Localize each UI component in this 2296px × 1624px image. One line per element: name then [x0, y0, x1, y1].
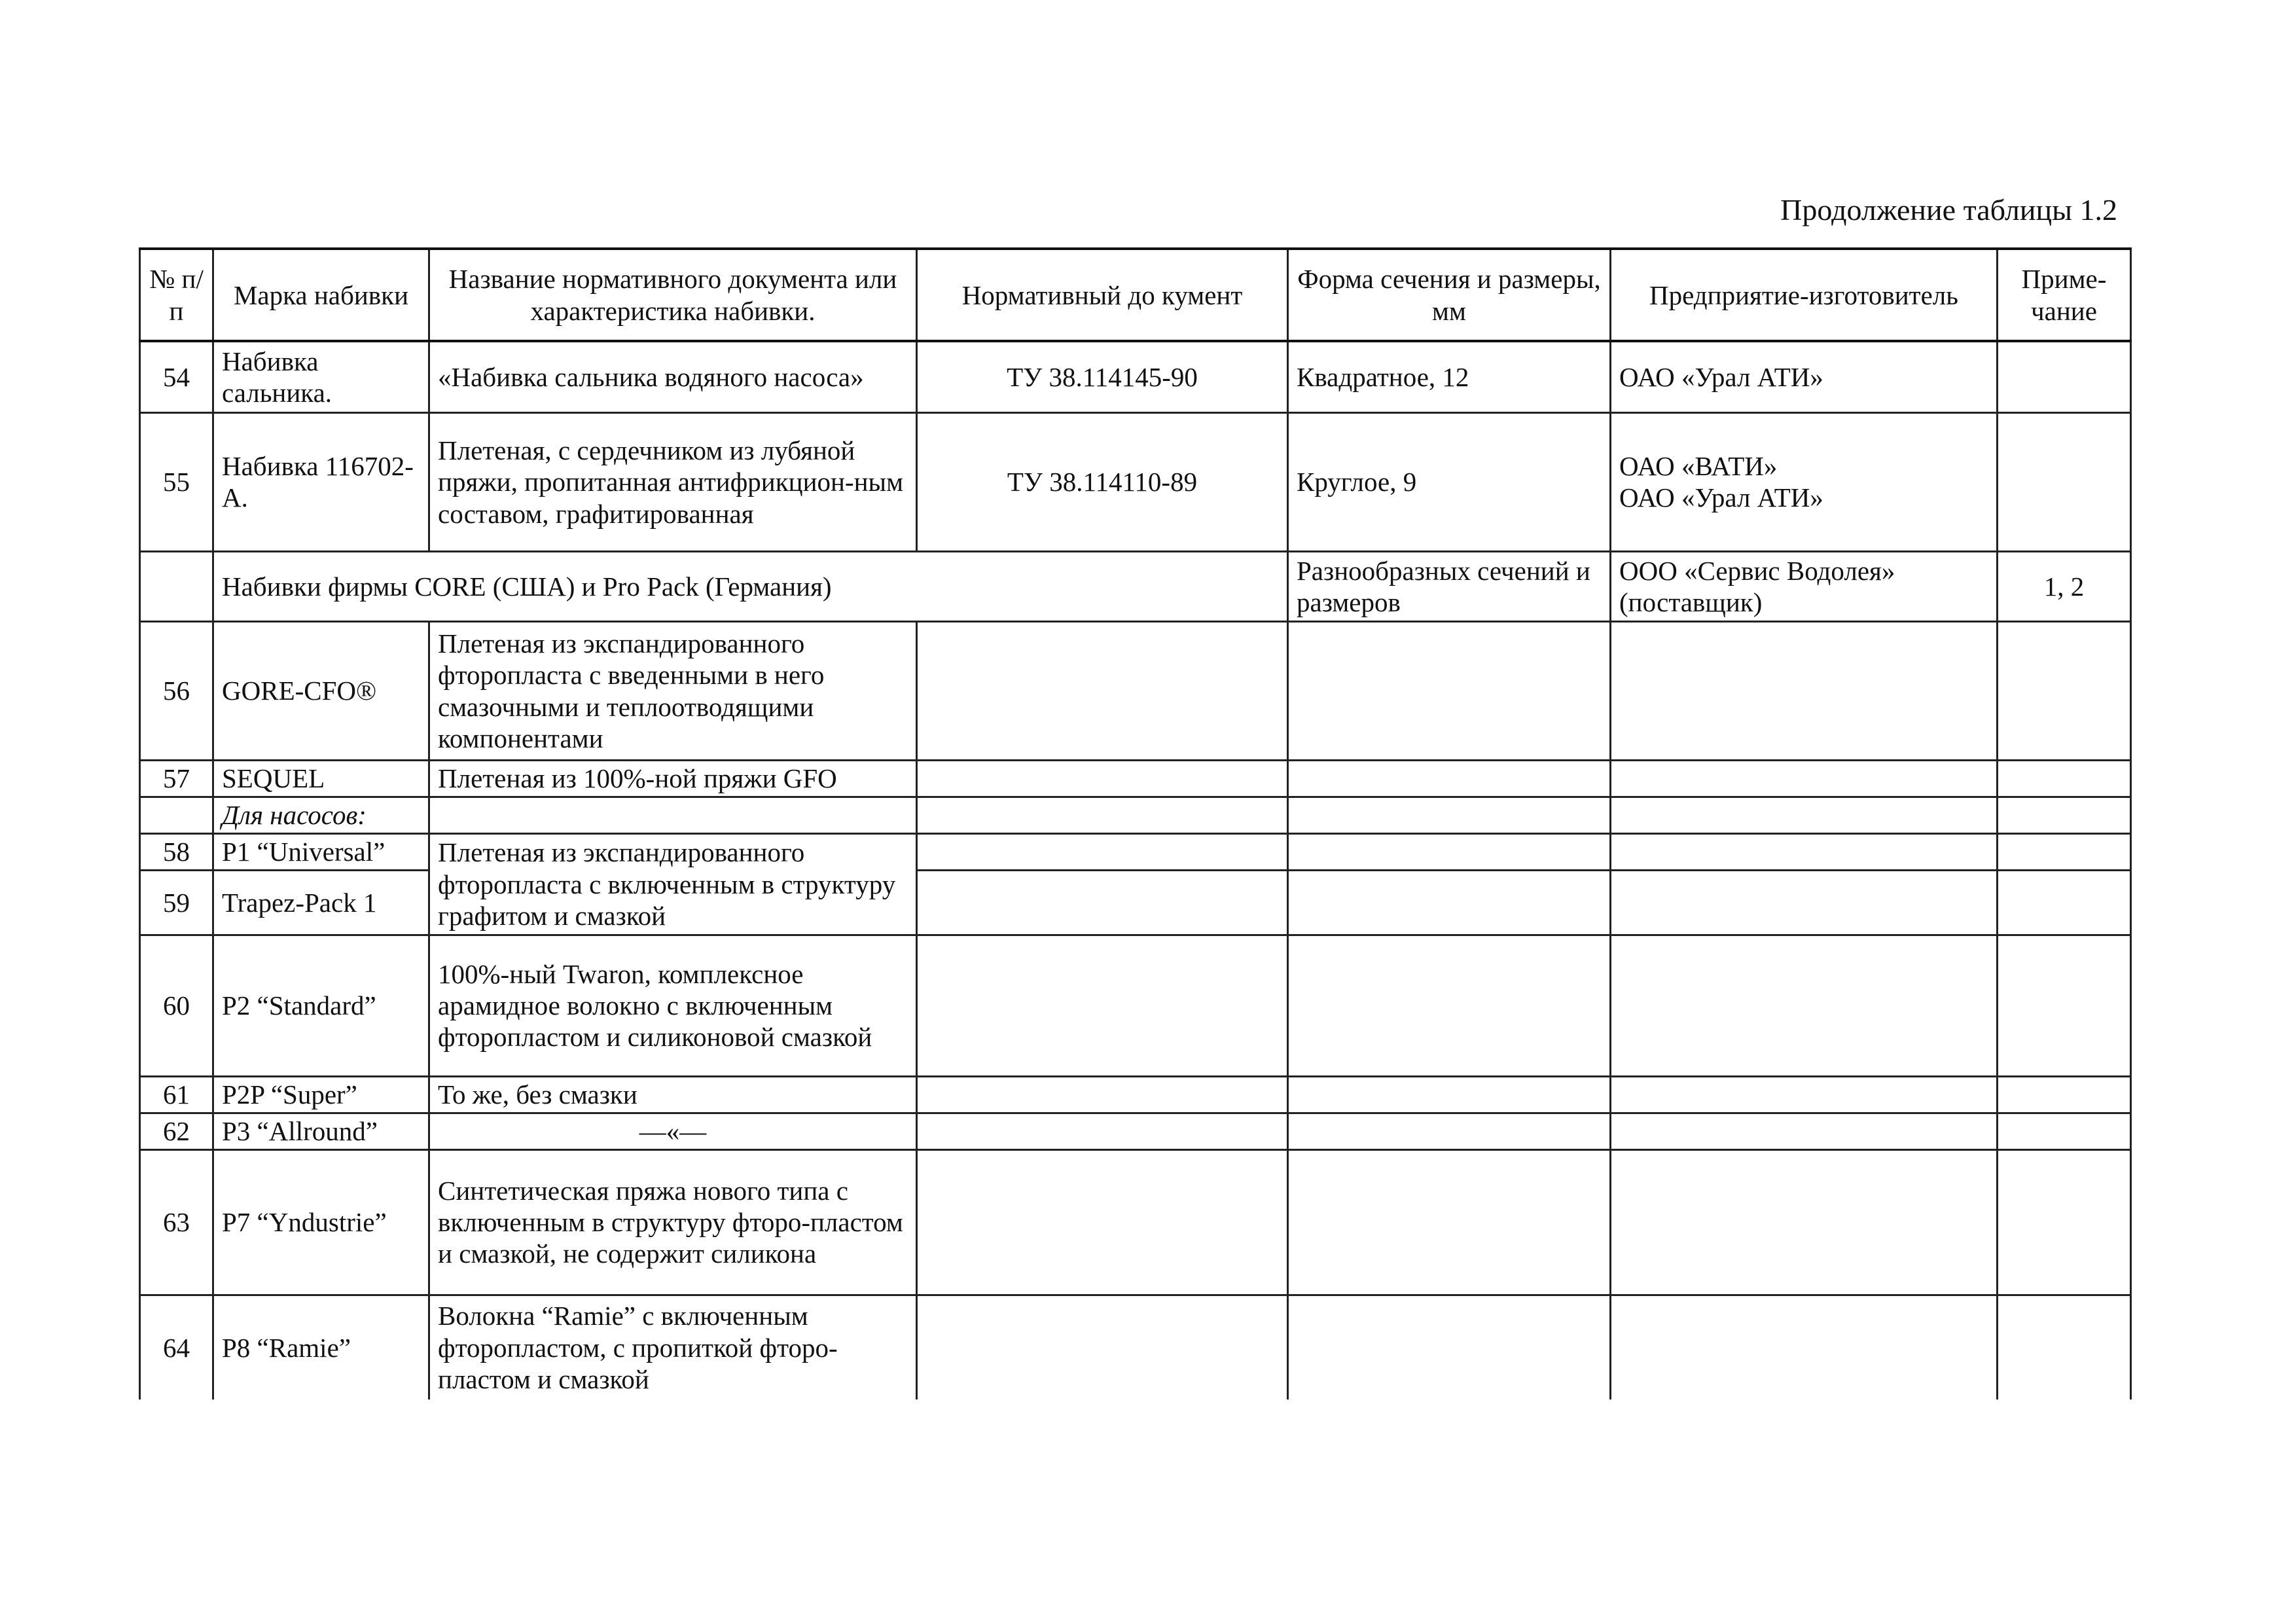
row-mark: GORE-CFO®: [213, 622, 429, 761]
group-title: Набивки фирмы CORE (США) и Pro Pack (Германия): [213, 551, 1288, 621]
row-maker: [1611, 1295, 1998, 1399]
row-note: [1998, 833, 2131, 870]
row-name: Волокна “Ramie” с включенным фторопластом, с пропиткой фторо-пластом и смазкой: [429, 1295, 917, 1399]
row-num: 64: [140, 1295, 213, 1399]
row-form: [1288, 622, 1611, 761]
row-name: [429, 797, 917, 833]
row-mark: P1 “Universal”: [213, 833, 429, 870]
row-mark: Набивка 116702-А.: [213, 412, 429, 551]
row-form: [1288, 1076, 1611, 1113]
row-form: [1288, 797, 1611, 833]
row-form: [1288, 833, 1611, 870]
row-maker: [1611, 1076, 1998, 1113]
maker-line-1: ОАО «ВАТИ»: [1619, 451, 1778, 482]
row-num: 55: [140, 412, 213, 551]
table-caption: Продолжение таблицы 1.2: [1780, 193, 2117, 226]
row-note: [1998, 622, 2131, 761]
group-form: Разнообразных сечений и размеров: [1288, 551, 1611, 621]
header-doc: Нормативный до кумент: [917, 249, 1288, 341]
header-num: № п/п: [140, 249, 213, 341]
row-name: —«—: [429, 1113, 917, 1149]
row-mark: P7 “Yndustrie”: [213, 1149, 429, 1295]
group-num: [140, 551, 213, 621]
row-mark: SEQUEL: [213, 761, 429, 797]
row-name: «Набивка сальника водяного насоса»: [429, 341, 917, 412]
row-note: [1998, 341, 2131, 412]
row-num: 62: [140, 1113, 213, 1149]
group-note: 1, 2: [1998, 551, 2131, 621]
row-note: [1998, 1149, 2131, 1295]
row-note: [1998, 412, 2131, 551]
row-name: То же, без смазки: [429, 1076, 917, 1113]
row-maker: [1611, 797, 1998, 833]
header-row: [140, 249, 2131, 341]
header-mark: Марка набивки: [213, 249, 429, 341]
row-form: [1288, 935, 1611, 1076]
group-maker: ООО «Сервис Водолея» (поставщик): [1611, 551, 1998, 621]
table-row: [140, 833, 2131, 870]
row-mark: Набивка сальника.: [213, 341, 429, 412]
header-note: Приме-чание: [1998, 249, 2131, 341]
maker-line-2: ОАО «Урал АТИ»: [1619, 482, 1823, 513]
row-name: Плетеная из экспандированного фторопласта с включенным в структуру графитом и смазкой: [429, 833, 917, 935]
row-num: 59: [140, 870, 213, 935]
table-row: [140, 341, 2131, 412]
row-maker: [1611, 622, 1998, 761]
row-doc: [917, 761, 1288, 797]
table-row: [140, 935, 2131, 1076]
row-doc: [917, 1149, 1288, 1295]
row-maker: [1611, 935, 1998, 1076]
row-doc: [917, 870, 1288, 935]
row-num: [140, 797, 213, 833]
row-form: Круглое, 9: [1288, 412, 1611, 551]
row-doc: ТУ 38.114145-90: [917, 341, 1288, 412]
row-form: [1288, 761, 1611, 797]
row-maker: [1611, 412, 1998, 551]
row-note: [1998, 935, 2131, 1076]
row-mark: P8 “Ramie”: [213, 1295, 429, 1399]
row-name: Синтетическая пряжа нового типа с включенным в структуру фторо-пластом и смазкой, не содержит силикона: [429, 1149, 917, 1295]
row-form: [1288, 1295, 1611, 1399]
row-maker: [1611, 870, 1998, 935]
group-row: [140, 551, 2131, 621]
row-mark: P2 “Standard”: [213, 935, 429, 1076]
table-row: [140, 622, 2131, 761]
row-maker: [1611, 833, 1998, 870]
row-doc: [917, 1113, 1288, 1149]
row-num: 54: [140, 341, 213, 412]
row-maker: [1611, 1113, 1998, 1149]
row-note: [1998, 761, 2131, 797]
row-form: [1288, 1149, 1611, 1295]
table-row: [140, 761, 2131, 797]
table-row: [140, 1076, 2131, 1113]
header-maker: Предприятие-изготовитель: [1611, 249, 1998, 341]
row-name: 100%-ный Twaron, комплексное арамидное волокно с включенным фторопластом и силиконовой смазкой: [429, 935, 917, 1076]
row-num: 56: [140, 622, 213, 761]
row-name: Плетеная из экспандированного фторопласта с введенными в него смазочными и теплоотводящими компонентами: [429, 622, 917, 761]
row-note: [1998, 797, 2131, 833]
row-num: 60: [140, 935, 213, 1076]
row-name: Плетеная, с сердечником из лубяной пряжи, пропитанная антифрикцион-ным составом, графитированная: [429, 412, 917, 551]
table-row: [140, 1149, 2131, 1295]
row-num: 57: [140, 761, 213, 797]
row-note: [1998, 1113, 2131, 1149]
row-doc: [917, 1295, 1288, 1399]
row-num: 63: [140, 1149, 213, 1295]
row-num: 61: [140, 1076, 213, 1113]
row-doc: [917, 833, 1288, 870]
row-mark: Trapez-Pack 1: [213, 870, 429, 935]
row-name: Плетеная из 100%-ной пряжи GFO: [429, 761, 917, 797]
header-name: Название нормативного документа или характеристика набивки.: [429, 249, 917, 341]
table-row: [140, 1113, 2131, 1149]
row-note: [1998, 1076, 2131, 1113]
row-mark: P2P “Super”: [213, 1076, 429, 1113]
row-form: Квадратное, 12: [1288, 341, 1611, 412]
row-form: [1288, 1113, 1611, 1149]
row-doc: [917, 1076, 1288, 1113]
table-row: [140, 1295, 2131, 1399]
row-note: [1998, 870, 2131, 935]
row-doc: [917, 935, 1288, 1076]
table-row: [140, 412, 2131, 551]
row-maker: [1611, 1149, 1998, 1295]
row-maker: [1611, 761, 1998, 797]
row-doc: [917, 797, 1288, 833]
subgroup-label: Для насосов:: [213, 797, 429, 833]
header-form: Форма сечения и размеры, мм: [1288, 249, 1611, 341]
row-maker: ОАО «Урал АТИ»: [1611, 341, 1998, 412]
subgroup-row: [140, 797, 2131, 833]
row-note: [1998, 1295, 2131, 1399]
packing-table: [139, 247, 2132, 1399]
row-num: 58: [140, 833, 213, 870]
row-form: [1288, 870, 1611, 935]
row-mark: P3 “Allround”: [213, 1113, 429, 1149]
row-doc: ТУ 38.114110-89: [917, 412, 1288, 551]
row-doc: [917, 622, 1288, 761]
